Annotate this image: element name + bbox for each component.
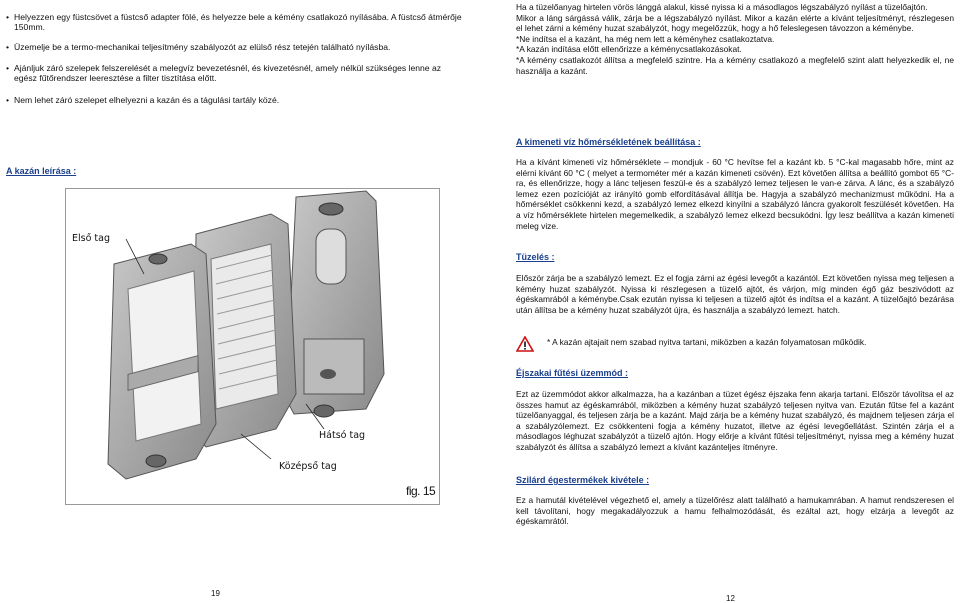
bullet-text: Helyezzen egy füstcsövet a füstcső adapter fölé, és helyezze bele a kémény csatlakozó nyílásába. A füstcső átmérője 150mm. [14, 12, 462, 33]
label-middle-section: Középső tag [279, 461, 337, 472]
bullet-text: Üzemelje be a termo-mechanikai teljesítmény szabályozót az elülső rész tetején található nyílásba. [14, 42, 391, 52]
bullet-text: Nem lehet záró szelepet elhelyezni a kazán és a tágulási tartály közé. [14, 95, 280, 105]
section-firing-text: Először zárja be a szabályzó lemezt. Ez el fogja zárni az égési levegőt a kazántól. Ezt követően nyissa meg teljesen a kémény huzat szabályzót. Nyissa ki részlegesen a tüzelő ajtót, és várjon, míg minden égő gáz beszivódott az égéskamrából a kéménybe.Csak ezután nyissa ki teljesen a tüzelő ajtót és indítsa el a kazánt. A tüzelőajtó bezárása után állítsa be a kémény huzat szabályzót újra, és használja a szabályzó lemezt. hatch. [516, 273, 954, 315]
intro-line: *A kémény csatlakozót állítsa a megfelelő szintre. Ha a kémény csatlakozó a megfelelő szint alatt helyezkedik el, ne használja a kazánt. [516, 54, 954, 76]
section-water-temp-text: Ha a kívánt kimeneti víz hőmérséklete – mondjuk - 60 °C hevítse fel a kazánt kb. 5 °C-kal magasabb hőre, mint az elérni kívánt 60 °C ( melyet a termométer mér a kazán kimeneti csövén). Ezt követően állítsa a beállító gombot 65 °C-ra, és ellenőrizze, hogy a lánc teljesen feszül-e és a szabályzó lemez teljesen le van-e zárva. A lánc, és a szabályzó lemez ezen pozícióját az irányító gomb elfordításával állítja be. Hagyja a szabályzó mechanizmust működni. Ha a hőmérséklet csökkenni kezd, a szabályzó lemez elkezd kinyílni a szabályzó láncra gyakorolt feszülését követően. Ha a víz hőmérséklete hirtelen megemelkedik, a szabályzó lemez elkezd becsukódni. Így lesz beállítva a kazán kimeneti meleg vize. [516, 157, 954, 231]
label-back-section: Hátsó tag [319, 430, 366, 441]
warning-triangle-icon [516, 336, 534, 352]
bullet-text: Ajánljuk záró szelepek felszerelését a melegvíz bevezetésnél, és kivezetésnél, amely nélkül szükséges lenne az egész fűtőrendszer leeresztése a filter tisztítása előtt. [14, 63, 442, 84]
section-ash-heading: Szilárd égestermékek kivétele : [516, 475, 650, 485]
label-front-section: Első tag [72, 233, 110, 244]
page-number-right: 12 [726, 594, 735, 603]
page-number-left: 19 [211, 589, 220, 598]
section-night-mode-text: Ezt az üzemmódot akkor alkalmazza, ha a kazánban a tüzet égész éjszaka fenn akarja tartani. Először távolítsa el az összes hamut az égéskamrából, miközben a kémény huzat szabályzó teljesen nyitva van. Ezután fűtse fel a kazánt tüzelőanyaggal, és teljesen zárja be a kazánt. Majd zárja be a kémény huzat szabályzó, és majdnem teljesen zárja el a szabályzólemezt. Ez csökkenteni fogja a kémény huzatot, illetve az égési levegőellátást. Szintén zárja el a másodlagos léghuzat szabályzót a tüzelő ajtón. Hogy előrje a kívánt fűtési teljesítményt, nyissa meg a kémény huzat szabályzót és állítsa a szabályzó lemezt a kívánt kazánteljes ítményre. [516, 389, 954, 452]
section-firing-heading: Tüzelés : [516, 252, 555, 262]
intro-line: Mikor a láng sárgássá válik, zárja be a légszabályzó nyílást. Mikor a kazán elérte a kívánt teljesítményt, részlegesen el lehet zárni a kémény huzat szabályzót, hogy megelőzzük, hogy a hő feleslegesen távozzon a kéménybe. [516, 12, 954, 34]
leader-line-middle [241, 434, 271, 459]
boiler-sections-illustration [66, 189, 439, 504]
front-section-shape [108, 244, 216, 479]
intro-line: *Ne indítsa el a kazánt, ha még nem lett a kéményhez csatlakoztatva. [516, 33, 775, 44]
figure-caption: fig. 15 [406, 484, 436, 498]
section-night-mode-heading: Éjszakai fűtési üzemmód : [516, 368, 629, 378]
intro-line: Ha a tüzelőanyag hirtelen vörös lánggá alakul, kissé nyissa ki a másodlagos légszabályzó nyílást a tüzelőajtón. [516, 2, 928, 12]
section-water-temp-heading: A kimeneti víz hőmérsékletének beállítása : [516, 137, 701, 147]
boiler-figure [65, 188, 440, 505]
intro-block [516, 2, 954, 76]
intro-line: *A kazán indítása előtt ellenőrizze a kéménycsatlakozásokat. [516, 44, 742, 55]
firing-warning-text: * A kazán ajtajait nem szabad nyitva tartani, miközben a kazán folyamatosan működik. [547, 337, 867, 347]
back-section-shape [286, 191, 384, 417]
section-ash-text: Ez a hamutál kivételével végezhető el, amely a tüzelőrész alatt található a hamukamrában. A hamut rendszeresen el kell távolítani, hogy megakadályozzuk a hamu felhalmozódását, és ezáltal azt, hogy elzárja a levegőt az égéskamrától. [516, 495, 954, 527]
description-heading: A kazán leírása : [6, 166, 77, 176]
